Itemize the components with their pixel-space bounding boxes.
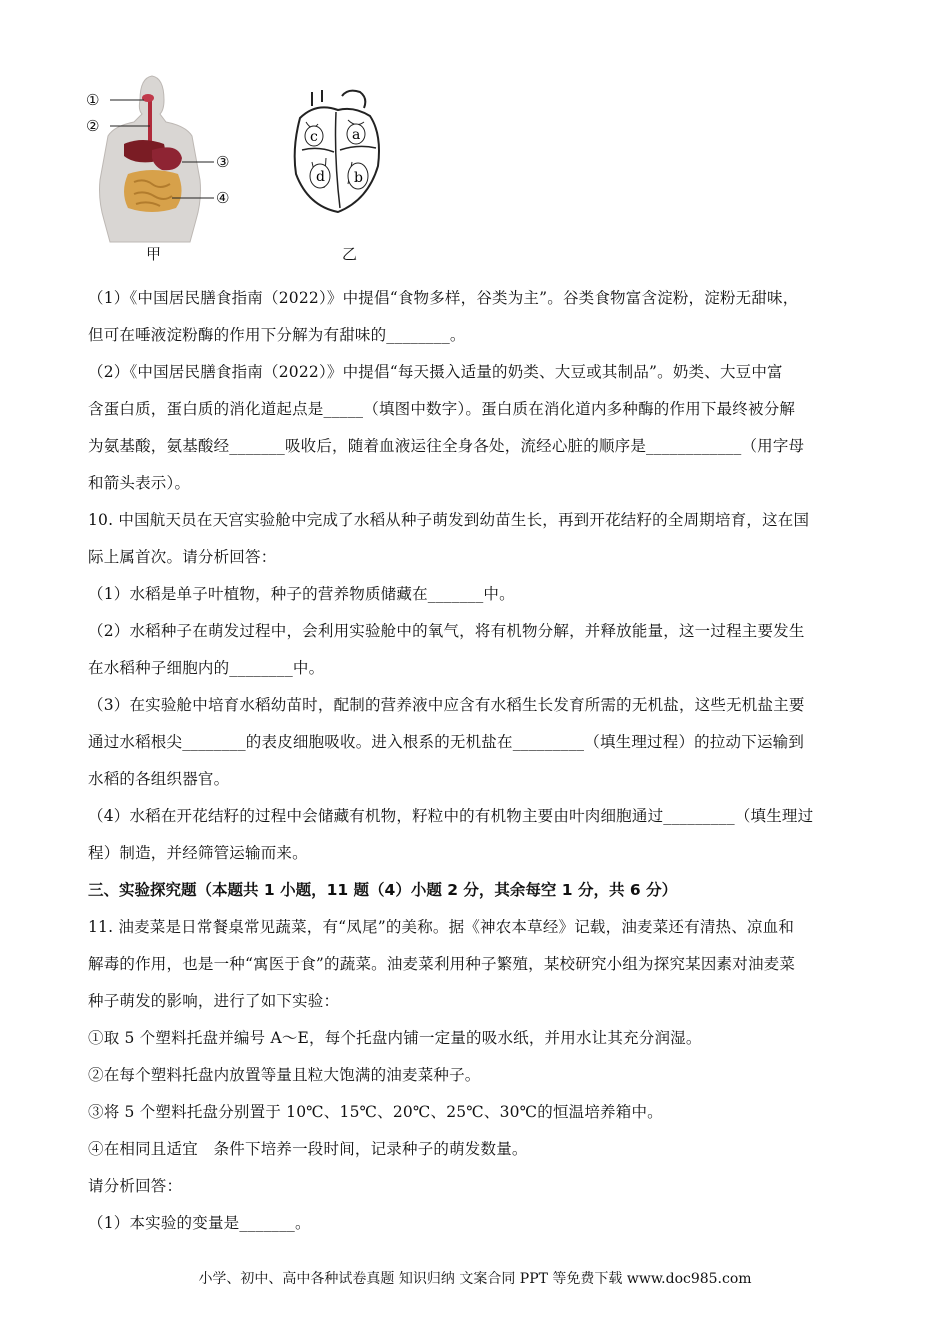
text-line: 种子萌发的影响，进行了如下实验： (88, 992, 340, 1010)
question-text (88, 280, 863, 1242)
text-line: （1）水稻是单子叶植物，种子的营养物质储藏在_______中。 (88, 585, 515, 603)
text-line: 11. 油麦菜是日常餐桌常见蔬菜，有“凤尾”的美称。据《神农本草经》记载，油麦菜还有清热、凉血和 (88, 918, 795, 936)
text-line: 程）制造，并经筛管运输而来。 (88, 844, 308, 862)
callout-1: ① (86, 91, 100, 109)
text-line: （1）《中国居民膳食指南（2022）》中提倡“食物多样，谷类为主”。谷类食物富含淀粉，淀粉无甜味， (88, 289, 799, 307)
text-line: （2）《中国居民膳食指南（2022）》中提倡“每天摄入适量的奶类、大豆或其制品”。奶类、大豆中富 (88, 363, 783, 381)
callout-3: ③ (216, 153, 230, 171)
callout-2: ② (86, 117, 100, 135)
text-line: 水稻的各组织器官。 (88, 770, 230, 788)
heart-figure (282, 88, 387, 216)
text-line: ④在相同且适宜 条件下培养一段时间，记录种子的萌发数量。 (88, 1140, 528, 1158)
figure-label-yi: 乙 (342, 245, 358, 263)
text-line: 际上属首次。请分析回答： (88, 548, 277, 566)
text-line: （3）在实验舱中培育水稻幼苗时，配制的营养液中应含有水稻生长发育所需的无机盐，这些无机盐主要 (88, 696, 805, 714)
text-line: 通过水稻根尖________的表皮细胞吸收。进入根系的无机盐在_________（填生理过程）的拉动下运输到 (88, 733, 805, 751)
text-line: 解毒的作用，也是一种“寓医于食”的蔬菜。油麦菜利用种子繁殖，某校研究小组为探究某因素对油麦菜 (88, 955, 796, 973)
text-line: 和箭头表示）。 (88, 474, 191, 492)
text-line: ②在每个塑料托盘内放置等量且粒大饱满的油麦菜种子。 (88, 1066, 481, 1084)
text-line: 在水稻种子细胞内的________中。 (88, 659, 325, 677)
text-line: 10. 中国航天员在天宫实验舱中完成了水稻从种子萌发到幼苗生长，再到开花结籽的全周期培育，这在国 (88, 511, 810, 529)
text-line: 请分析回答： (88, 1177, 183, 1195)
text-line: 含蛋白质，蛋白质的消化道起点是_____（填图中数字）。蛋白质在消化道内多种酶的作用下最终被分解 (88, 400, 796, 418)
text-line: ①取 5 个塑料托盘并编号 A～E，每个托盘内铺一定量的吸水纸，并用水让其充分润湿。 (88, 1029, 702, 1047)
section-heading: 三、实验探究题（本题共 1 小题，11 题（4）小题 2 分，其余每空 1 分，共 6 分） (88, 881, 678, 899)
heart-letter-c: c (310, 129, 318, 145)
text-line: （4）水稻在开花结籽的过程中会储藏有机物，籽粒中的有机物主要由叶肉细胞通过_________（填生理过 (88, 807, 814, 825)
text-line: 但可在唾液淀粉酶的作用下分解为有甜味的________。 (88, 326, 466, 344)
page-footer: 小学、初中、高中各种试卷真题 知识归纳 文案合同 PPT 等免费下载 www.doc985.com (198, 1271, 752, 1287)
callout-4: ④ (216, 189, 230, 207)
text-line: ③将 5 个塑料托盘分别置于 10℃、15℃、20℃、25℃、30℃的恒温培养箱中。 (88, 1103, 663, 1121)
heart-letter-d: d (316, 169, 325, 185)
text-line: （2）水稻种子在萌发过程中，会利用实验舱中的氧气，将有机物分解，并释放能量，这一过程主要发生 (88, 622, 805, 640)
figure-label-jia: 甲 (146, 245, 162, 263)
text-line: 为氨基酸，氨基酸经_______吸收后，随着血液运往全身各处，流经心脏的顺序是____________（用字母 (88, 437, 805, 455)
heart-letter-b: b (354, 170, 363, 186)
heart-letter-a: a (352, 127, 361, 143)
text-line: （1）本实验的变量是_______。 (88, 1214, 311, 1232)
